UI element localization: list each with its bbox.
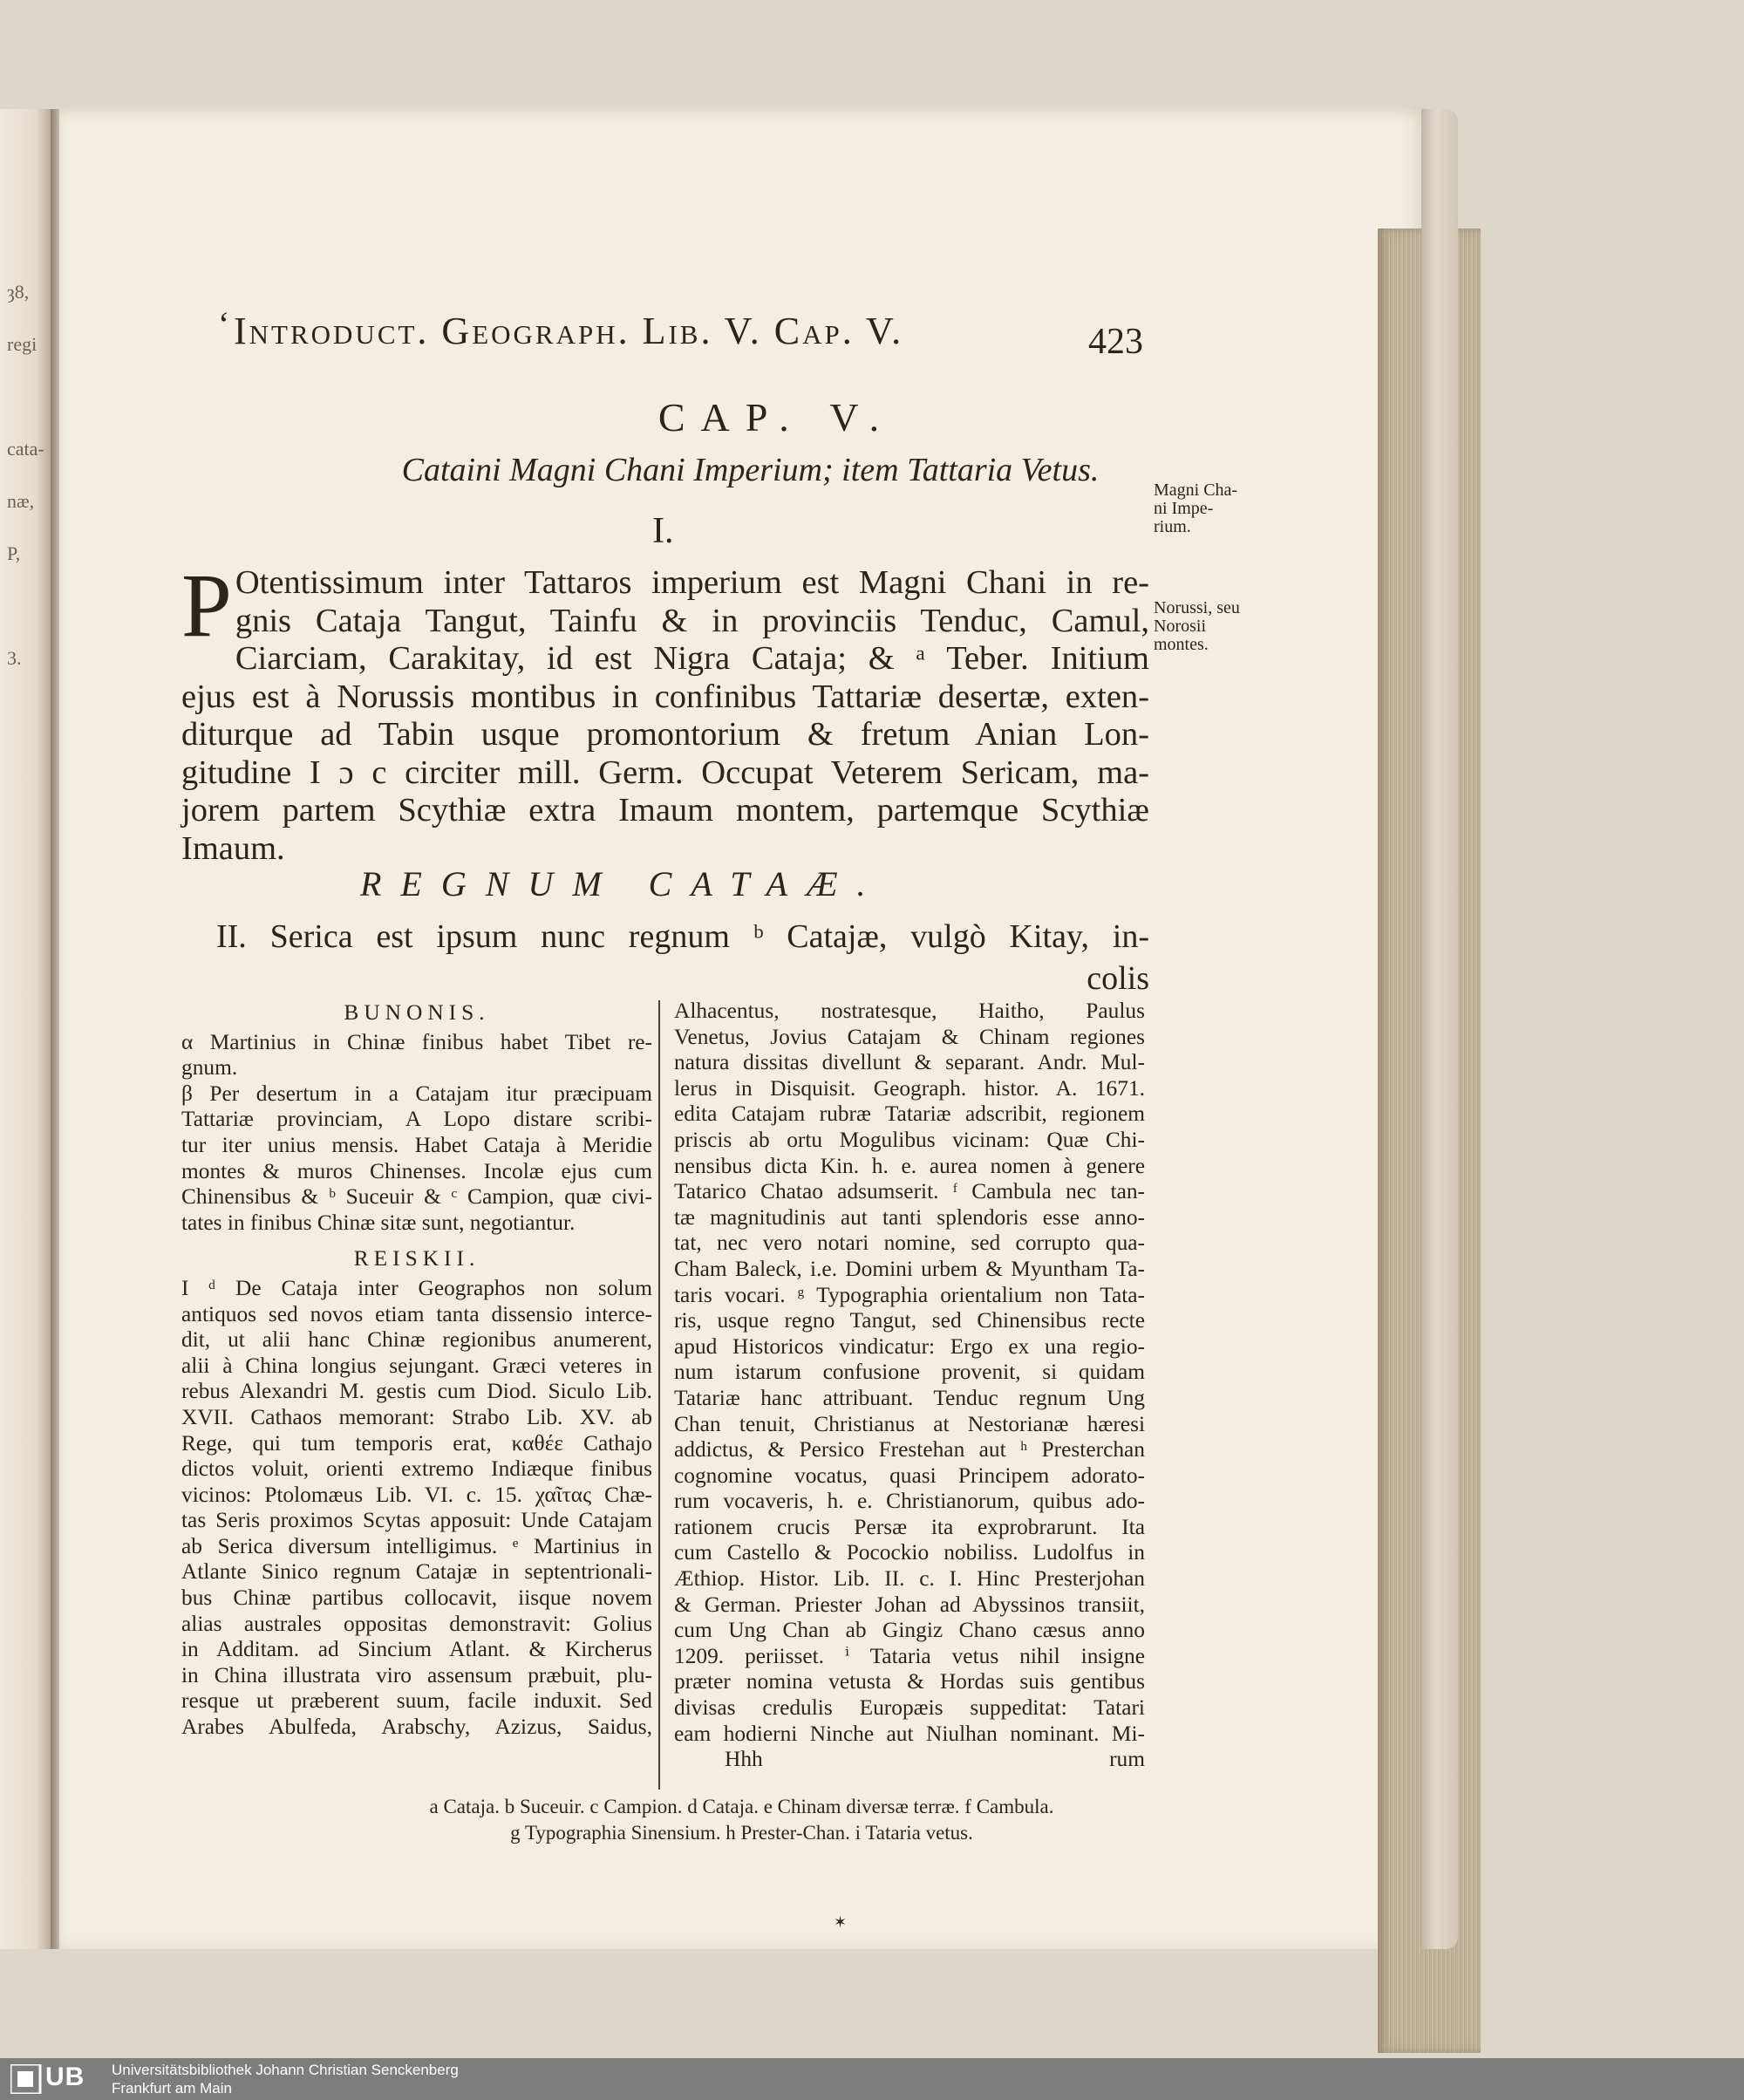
chapter-heading: CAP. V. [657,395,896,440]
main-line: ejus est à Norussis montibus in confinibus Tattariæ desertæ, exten- [181,678,1149,715]
column-divider [658,1000,660,1790]
facing-page-fragments: ȝ8, regi cata- næ, P, 3. [7,281,44,669]
footnote-key [59,1794,1424,1846]
column-line: cognomine vocatus, quasi Principem adorato- [674,1462,1145,1488]
footer-bar [0,2058,1744,2100]
column-line: edita Catajam rubræ Tatariæ adscribit, regionem [674,1101,1145,1127]
institution-line: Universitätsbibliothek Johann Christian Senckenberg [112,2062,459,2078]
heading-reiskii: REISKII. [353,1246,480,1272]
library-logo-text: UB [45,2062,85,2091]
column-line: tates in finibus Chinæ sitæ sunt, negotiantur. [181,1210,576,1235]
paragraph-two-line: II. Serica est ipsum nunc regnum ᵇ Catajæ, vulgò Kitay, in- [216,918,1149,955]
paragraph-two [216,916,1149,999]
catchword: rum [1109,1747,1145,1772]
paragraph-two-line: colis [1087,960,1149,997]
column-line: montes & muros Chinenses. Incolæ ejus cum [181,1158,652,1183]
column-line: num istarum confusione provenit, si quidam [674,1360,1145,1385]
main-line: gitudine I ɔ c circiter mill. Germ. Occupat Veterem Sericam, ma- [181,753,1149,791]
column-line: alias australes oppositas demonstravit: Golius [181,1611,652,1636]
column-line: Rege, qui tum temporis erat, καθέε Cathajo [181,1430,652,1456]
column-line: vicinos: Ptolomæus Lib. VI. c. 15. χαῖτας Chæ- [181,1482,652,1507]
column-line: in Additam. ad Sincium Atlant. & Kircherus [181,1637,652,1662]
heading-bunonis: BUNONIS. [344,1000,490,1025]
column-line: addictus, & Persico Frestehan aut ʰ Presterchan [674,1437,1145,1462]
margin-note-line: ni Impe- [1154,499,1214,518]
margin-note-magni-chani [1154,481,1237,536]
column-line: 1209. periisset. ⁱ Tataria vetus nihil insigne [674,1643,1145,1668]
signature-line [674,1747,1145,1773]
footnote-key-line: g Typographia Sinensium. h Prester-Chan. i Tataria vetus. [510,1822,973,1844]
running-head [218,304,1175,353]
column-line: Venetus, Jovius Catajam & Chinam regiones [674,1024,1145,1049]
footnote-key-line: a Cataja. b Suceuir. c Campion. d Cataja. e Chinam diversæ terræ. f Cambula. [429,1796,1054,1817]
running-head-text: Introduct. Geograph. Lib. V. Cap. V. [234,310,904,352]
column-line: tat, nec vero notari nomine, sed corrupto qua- [674,1231,1145,1256]
column-line: alii à China longius sejungant. Græci veteres in [181,1353,652,1378]
facing-page-edge [0,109,51,1949]
page-number: 423 [1088,322,1143,362]
main-line: Otentissimum inter Tattaros imperium est Magni Chani in re- [235,564,1149,601]
column-line: I ᵈ De Cataja inter Geographos non solum [181,1275,652,1300]
column-line: Arabes Abulfeda, Arabschy, Azizus, Saidus, [181,1715,652,1740]
column-line: antiquos sed novos etiam tanta dissensio interce- [181,1301,652,1326]
column-line: Cham Baleck, i.e. Domini urbem & Myuntham Ta- [674,1256,1145,1281]
main-line: diturque ad Tabin usque promontorium & fretum Anian Lon- [181,716,1149,753]
margin-note-line: Norosii [1154,617,1206,636]
regnum-heading: REGNUM CATAÆ. [360,864,885,903]
column-line: lerus in Disquisit. Geograph. histor. A. 1671. [674,1075,1145,1101]
column-line: Tatariæ hanc attribuant. Tenduc regnum Ung [674,1385,1145,1410]
column-line: Atlante Sinico regnum Catajæ in septentrionali- [181,1559,652,1585]
left-commentary-column [181,999,652,1741]
margin-note-line: rium. [1154,517,1191,536]
column-line: Æthiop. Histor. Lib. II. c. I. Hinc Presterjohan [674,1566,1145,1592]
column-line: resque ut præberent suum, facile induxit. Sed [181,1688,652,1714]
column-line: apud Historicos vindicatur: Ergo ex una regio- [674,1333,1145,1359]
column-line: dit, ut alii hanc Chinæ regionibus anumerent, [181,1327,652,1353]
column-line: dictos voluit, orienti extremo Indiæque finibus [181,1456,652,1482]
column-line: gnum. [181,1055,238,1081]
column-line: rationem crucis Persæ ita exprobrarunt. Ita [674,1514,1145,1539]
column-line: bus Chinæ partibus collocavit, iisque novem [181,1585,652,1611]
margin-note-line: Norussi, seu [1154,598,1240,617]
signature-mark: Hhh [725,1747,763,1772]
drop-cap: P [181,556,232,656]
institution-name [112,2061,459,2097]
margin-note-norussi [1154,599,1240,654]
book-binding [1421,109,1458,1949]
margin-note-line: montes. [1154,635,1209,654]
column-line: eam hodierni Ninche aut Niulhan nominant. Mi- [674,1721,1145,1746]
column-line: & German. Priester Johan ad Abyssinos transiit, [674,1592,1145,1617]
main-paragraph [181,556,1149,868]
right-commentary-column [674,999,1145,1773]
margin-note-line: Magni Cha- [1154,481,1238,500]
ornament-mark: ✶ [834,1913,848,1931]
main-line: Ciarciam, Carakitay, id est Nigra Cataja; & ᵃ Teber. Initium [235,640,1149,677]
institution-line: Frankfurt am Main [112,2080,232,2097]
chapter-subtitle: Cataini Magni Chani Imperium; item Tattaria Vetus. [401,452,1100,488]
column-line: Alhacentus, nostratesque, Haitho, Paulus [674,999,1145,1023]
column-line: Chinensibus & ᵇ Suceuir & ᶜ Campion, quæ civi- [181,1184,652,1210]
column-line: XVII. Cathaos memorant: Strabo Lib. XV. ab [181,1404,652,1429]
column-line: in China illustrata viro assensum præbuit, plu- [181,1662,652,1688]
column-line: taris vocari. ᵍ Typographia orientalium non Tata- [674,1282,1145,1307]
column-line: Chan tenuit, Christianus at Nestorianæ hæresi [674,1411,1145,1436]
column-line: rum vocaveris, h. e. Christianorum, quibus ado- [674,1489,1145,1514]
column-line: Tattariæ provinciam, A Lopo distare scribi- [181,1107,652,1132]
running-head-ornament: ‘ [218,304,233,344]
column-line: Tatarico Chatao adsumserit. ᶠ Cambula nec tan- [674,1179,1145,1204]
main-line: Imaum. [181,829,285,867]
column-line: nensibus dicta Kin. h. e. aurea nomen à genere [674,1153,1145,1178]
column-line: natura dissitas divellunt & separant. Andr. Mul- [674,1050,1145,1075]
book-page [59,106,1424,1949]
column-line: α Martinius in Chinæ finibus habet Tibet re- [181,1029,652,1054]
column-line: cum Castello & Pocockio nobiliss. Ludolfus in [674,1540,1145,1565]
column-line: tas Seris proximos Scytas apposuit: Unde Catajam [181,1508,652,1533]
section-number-one: I. [652,511,674,551]
main-line: jorem partem Scythiæ extra Imaum montem, partemque Scythiæ [181,792,1149,828]
column-line: β Per desertum in a Catajam itur præcipuam [181,1081,652,1106]
column-line: priscis ab ortu Mogulibus vicinam: Quæ Chi- [674,1127,1145,1152]
column-line: præter nomina vetusta & Hordas suis gentibus [674,1669,1145,1694]
column-line: rebus Alexandri M. gestis cum Diod. Siculo Lib. [181,1379,652,1404]
column-line: ab Serica diversum intelligimus. ᵉ Martinius in [181,1533,652,1558]
column-line: divisas credulis Europæis suppeditat: Tatari [674,1695,1145,1721]
column-line: tur iter unius mensis. Habet Cataja à Meridie [181,1132,652,1157]
column-line: cum Ung Chan ab Gingiz Chano cæsus anno [674,1618,1145,1643]
main-line: gnis Cataja Tangut, Tainfu & in provinciis Tenduc, Camul, [235,602,1149,639]
column-line: tæ magnitudinis aut tanti splendoris esse anno- [674,1204,1145,1230]
column-line: ris, usque regno Tangut, sed Chinensibus recte [674,1308,1145,1333]
